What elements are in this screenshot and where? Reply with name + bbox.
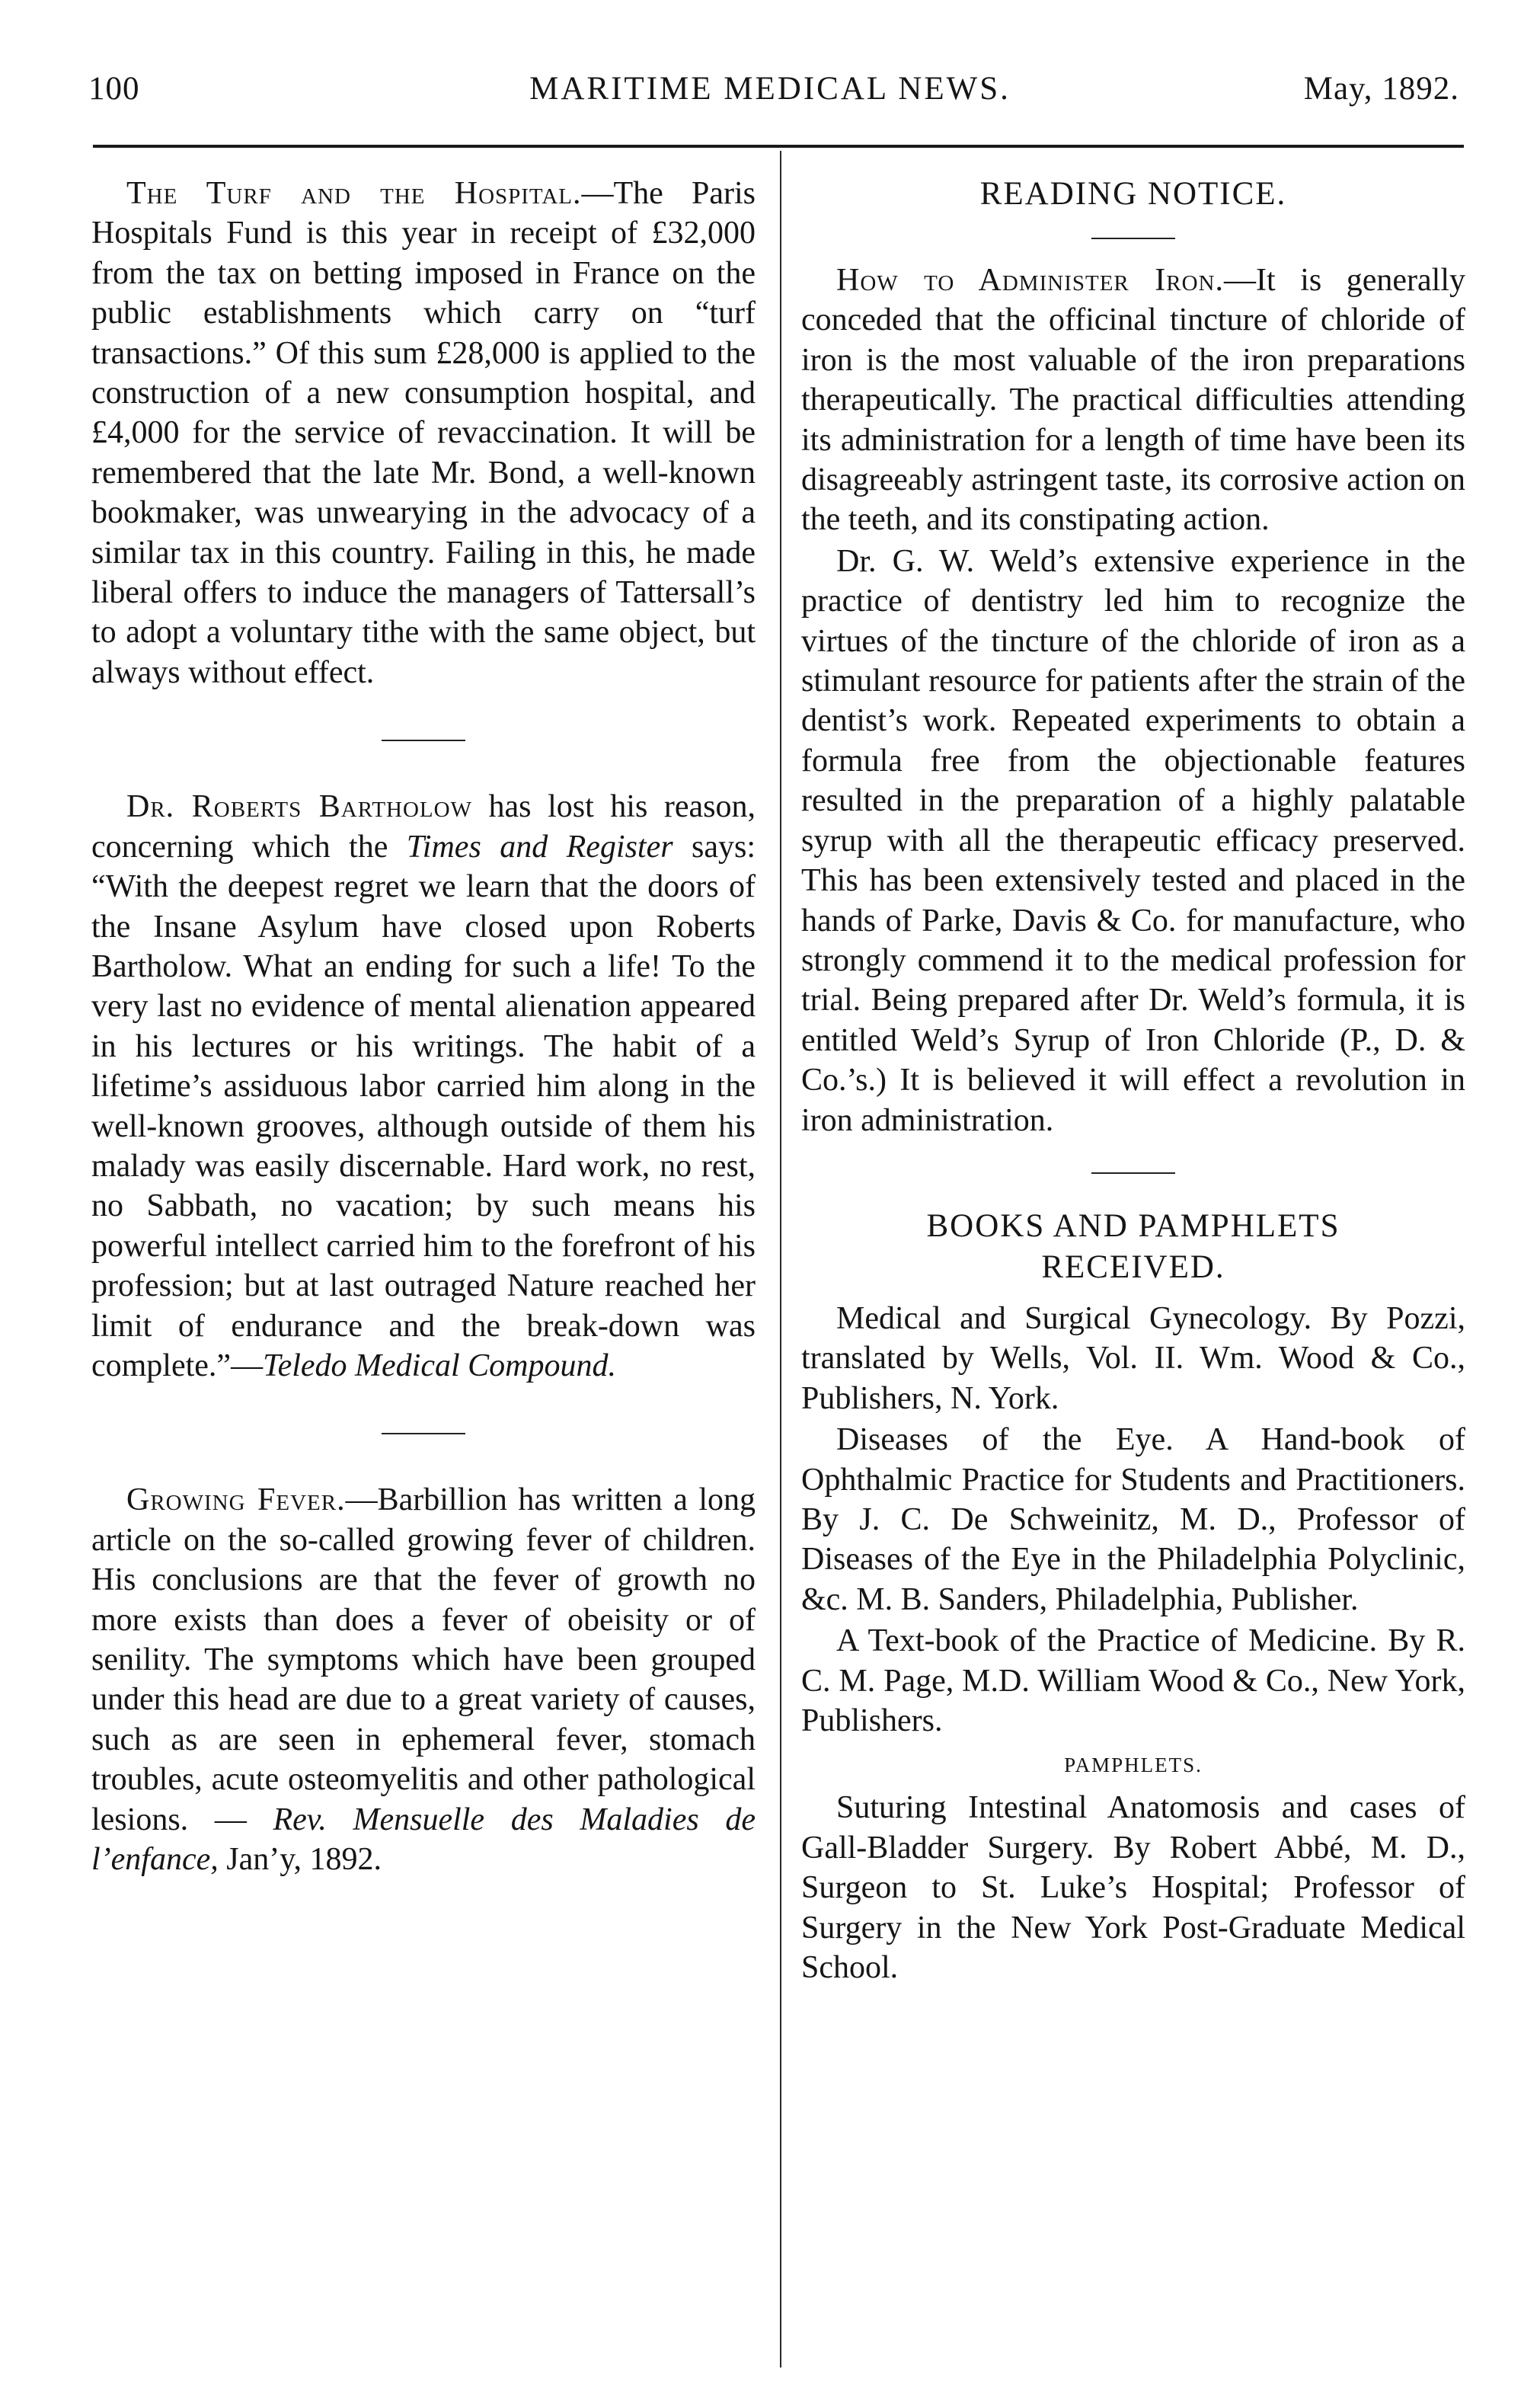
citation-date: Jan’y, 1892. bbox=[218, 1842, 382, 1878]
reading-notice-paragraph: Dr. G. W. Weld’s extensive experience in the practice of dentistry led him to recognize the virtues of the tincture of the chloride of iron as a stimulant resource for patients after the strain of the dentist’s work. Repeated experiments to obtain a formula free from the objectionable features resulted in the preparation of a highly palatable syrup with all the therapeutic efficacy preserved. This has been extensively tested and placed in the hands of Parke, Davis & Co. for manufacture, who strongly commend it to the medical profession for trial. Being prepared after Dr. Weld’s formula, it is entitled Weld’s Syrup of Iron Chloride (P., D. & Co.’s.) It is believed it will effect a revolution in iron administration. bbox=[801, 543, 1465, 1138]
book-entry: A Text-book of the Practice of Medicine. By R. C. M. Page, M.D. William Wood & Co., New York, Publishers. bbox=[801, 1623, 1465, 1738]
left-column bbox=[91, 174, 756, 1879]
article-citation: Rev. Mensuelle des Maladies de l’enfance, bbox=[91, 1802, 756, 1878]
section-title-reading-notice: READING NOTICE. bbox=[979, 176, 1287, 212]
article-text: —The Paris Hospitals Fund is this year in receipt of £32,000 from the tax on betting imposed in France on the public establishments which carry on “turf transactions.” Of this sum £28,000 is applied to the construction of a new consumption hospital, and £4,000 for the service of revaccination. It will be remembered that the late Mr. Bond, a well-known bookmaker, was unwearying in the advocacy of a similar tax in this country. Failing in this, he made liberal offers to induce the managers of Tattersall’s to adopt a voluntary tithe with the same object, but always without effect. bbox=[91, 176, 756, 690]
pamphlets-subheading: PAMPHLETS. bbox=[1064, 1754, 1203, 1777]
book-entry: Diseases of the Eye. A Hand-book of Ophthalmic Practice for Students and Practitioners. By J. C. De Schweinitz, M. D., Professor of Diseases of the Eye in the Philadelphia Polyclinic, &c. M. B. Sanders, Philadelphia, Publisher. bbox=[801, 1422, 1465, 1617]
article-heading: Growing Fever. bbox=[126, 1482, 346, 1518]
header-rule bbox=[93, 145, 1464, 148]
running-head bbox=[73, 70, 1467, 123]
right-column bbox=[801, 174, 1465, 1987]
article-citation: Teledo Medical Compound. bbox=[263, 1348, 616, 1383]
article-growing-fever bbox=[91, 1480, 756, 1879]
article-text: says: “With the deepest regret we learn that the doors of the Insane Asylum have closed upon Roberts Bartholow. What an ending for such a life! To the very last no evidence of mental alienation appeared in his lectures or his writings. The habit of a lifetime’s assiduous labor carried him along in the well-known grooves, although outside of them his malady was easily discernable. Hard work, no rest, no Sabbath, no vacation; by such means his powerful intellect carried him to the forefront of his profession; but at last outraged Nature reached her limit of endurance and the break-down was complete.”— bbox=[91, 829, 756, 1383]
article-text: has lost his reason, concerning which the bbox=[91, 789, 756, 865]
article-text: —It is generally conceded that the officinal tincture of chloride of iron is the most valuable of the iron preparations therapeutically. The practical difficulties attending its administration for a length of time have been its disagreeably astringent taste, its corrosive action on the teeth, and its constipating action. bbox=[801, 263, 1465, 538]
article-heading: The Turf and the Hospital. bbox=[126, 176, 582, 211]
book-entry: Medical and Surgical Gynecology. By Pozzi, translated by Wells, Vol. II. Wm. Wood & Co., Publishers, N. York. bbox=[801, 1300, 1465, 1416]
article-bartholow bbox=[91, 787, 756, 1386]
section-title-line: RECEIVED. bbox=[1041, 1249, 1225, 1285]
section-separator bbox=[382, 740, 465, 741]
article-text: —Barbillion has written a long article on the so-called growing fever of children. His conclusions are that the fever of growth no more exists than does a fever of obeisity or of senility. The symptoms which have been grouped under this head are due to a great variety of causes, such as are seen in ephemeral fever, stomach troubles, acute osteomyelitis and other pathological lesions. — bbox=[91, 1482, 756, 1837]
section-title-line: BOOKS AND PAMPHLETS bbox=[926, 1207, 1340, 1244]
section-separator bbox=[1091, 1172, 1175, 1174]
column-divider bbox=[780, 151, 781, 2368]
issue-date: May, 1892. bbox=[1303, 71, 1459, 107]
section-title-books bbox=[801, 1206, 1465, 1288]
article-heading: Dr. Roberts Bartholow bbox=[126, 789, 472, 825]
section-separator bbox=[1091, 238, 1175, 239]
source-title: Times and Register bbox=[406, 829, 673, 865]
page-number: 100 bbox=[88, 71, 140, 107]
article-heading: How to Administer Iron. bbox=[836, 263, 1224, 298]
reading-notice-paragraph bbox=[801, 261, 1465, 540]
journal-title: MARITIME MEDICAL NEWS. bbox=[529, 71, 1011, 107]
section-separator bbox=[382, 1433, 465, 1434]
pamphlet-entry: Suturing Intestinal Anatomosis and cases of Gall-Bladder Surgery. By Robert Abbé, M. D., Surgeon to St. Luke’s Hospital; Professor of Surgery in the New York Post-Graduate Medical School. bbox=[801, 1790, 1465, 1986]
article-turf-hospital bbox=[91, 174, 756, 692]
